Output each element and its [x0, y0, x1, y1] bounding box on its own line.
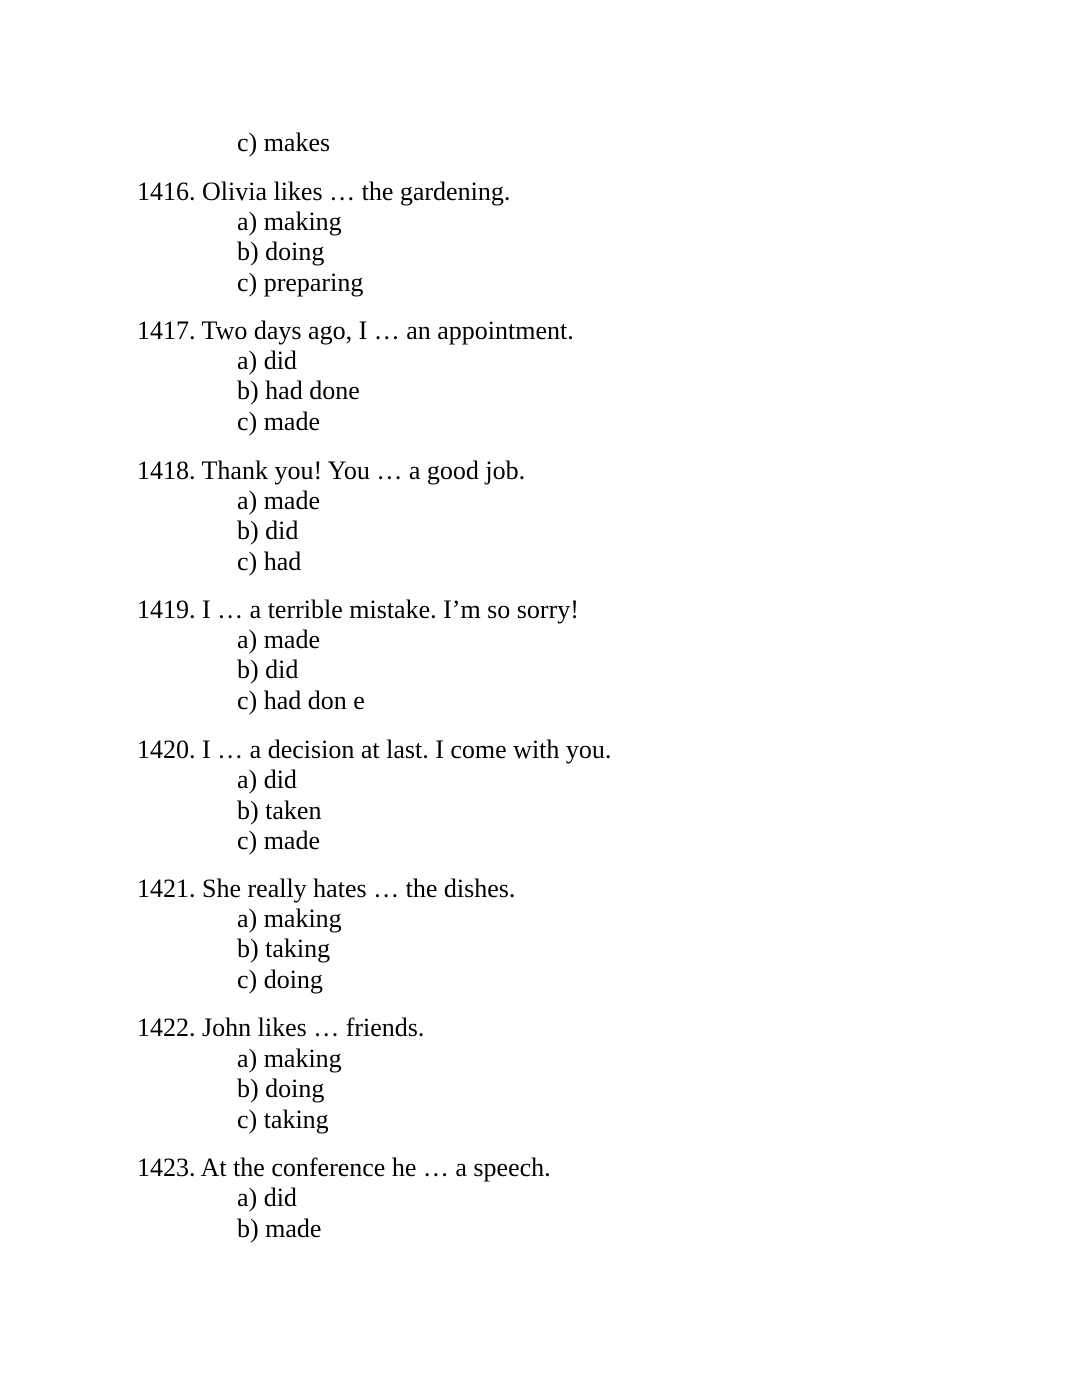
option-1417-a: a) did	[237, 346, 297, 375]
question-1420: 1420. I … a decision at last. I come with you.	[137, 735, 612, 764]
option-1421-c: c) doing	[237, 965, 323, 994]
option-1416-a: a) making	[237, 207, 342, 236]
option-1421-b: b) taking	[237, 934, 331, 963]
question-1421: 1421. She really hates … the dishes.	[137, 874, 516, 903]
option-1419-a: a) made	[237, 625, 321, 654]
option-1421-a: a) making	[237, 904, 342, 933]
option-1419-b: b) did	[237, 655, 299, 684]
question-1419: 1419. I … a terrible mistake. I’m so sorry!	[137, 595, 579, 624]
option-1422-a: a) making	[237, 1044, 342, 1073]
option-1420-c: c) made	[237, 826, 321, 855]
question-1418: 1418. Thank you! You … a good job.	[137, 456, 526, 485]
option-1418-c: c) had	[237, 547, 302, 576]
option-1416-c: c) preparing	[237, 268, 364, 297]
option-1423-b: b) made	[237, 1214, 322, 1243]
option-1420-b: b) taken	[237, 796, 322, 825]
option-1419-c: c) had don e	[237, 686, 365, 715]
question-1417: 1417. Two days ago, I … an appointment.	[137, 316, 574, 345]
option-1418-b: b) did	[237, 516, 299, 545]
question-1423: 1423. At the conference he … a speech.	[137, 1153, 551, 1182]
option-1417-c: c) made	[237, 407, 321, 436]
option-1422-c: c) taking	[237, 1105, 329, 1134]
option-1418-a: a) made	[237, 486, 321, 515]
option-1422-b: b) doing	[237, 1074, 325, 1103]
option-1417-b: b) had done	[237, 376, 360, 405]
option-lead-c: c) makes	[237, 128, 331, 157]
question-1416: 1416. Olivia likes … the gardening.	[137, 177, 511, 206]
option-1416-b: b) doing	[237, 237, 325, 266]
question-1422: 1422. John likes … friends.	[137, 1013, 425, 1042]
option-1423-a: a) did	[237, 1183, 297, 1212]
option-1420-a: a) did	[237, 765, 297, 794]
